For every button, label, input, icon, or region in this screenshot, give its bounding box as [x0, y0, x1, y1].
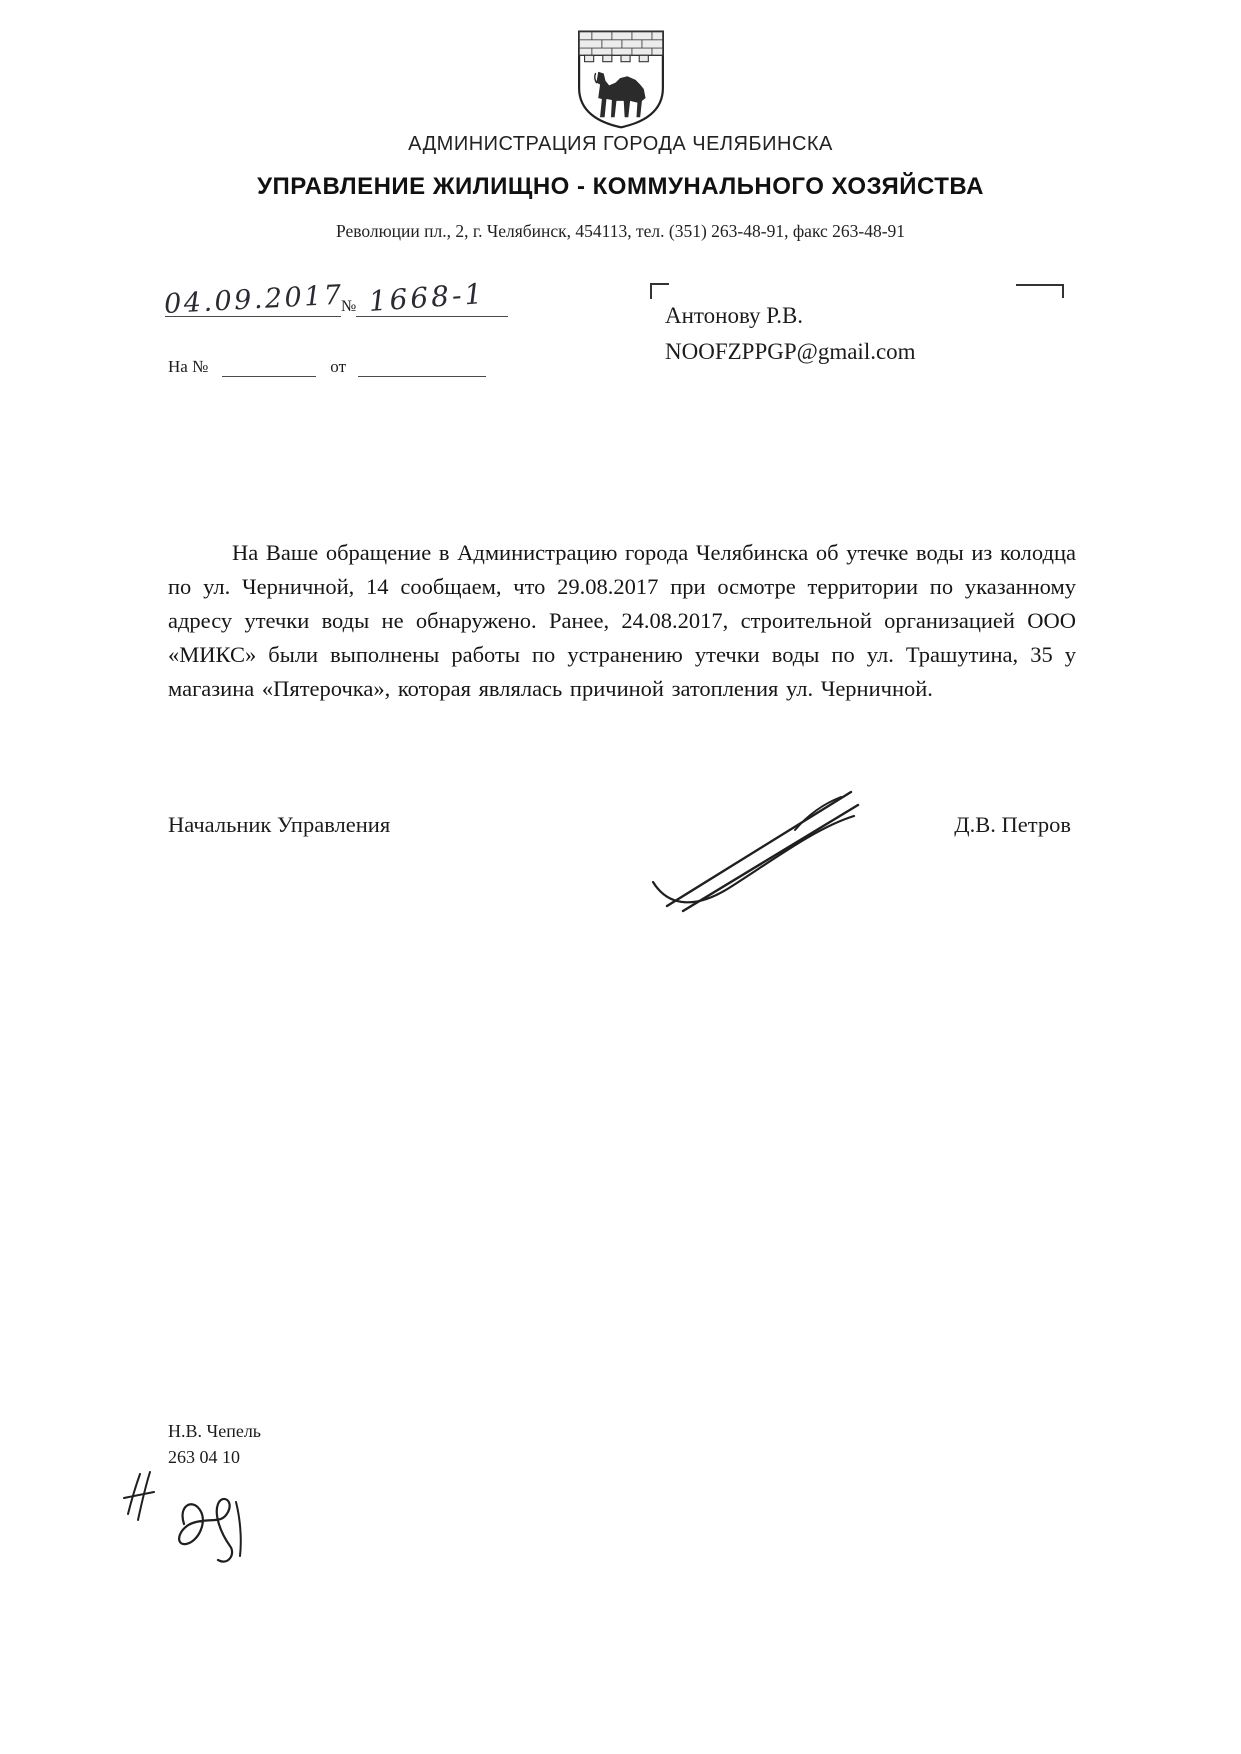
signer-position-title: Начальник Управления	[168, 812, 391, 837]
organization-name: УПРАВЛЕНИЕ ЖИЛИЩНО - КОММУНАЛЬНОГО ХОЗЯЙСТВА	[257, 173, 984, 200]
recipient-email: NOOFZPPGP@gmail.com	[665, 339, 916, 364]
number-sign: №	[341, 298, 357, 315]
administration-line: АДМИНИСТРАЦИЯ ГОРОДА ЧЕЛЯБИНСКА	[408, 133, 833, 155]
number-underline	[356, 276, 508, 318]
outgoing-ref-line	[163, 276, 508, 322]
letter-body-paragraph: На Ваше обращение в Администрацию города Челябинска об утечке воды из колодца по ул. Черничной, 14 сообщаем, что 29.08.2017 при осмотре территории по указанному адресу утечки воды не обнаружено. Ранее, 24.08.2017, строительной организацией ООО «МИКС» были выполнены работы по устранению утечки воды по ул. Трашутина, 35 у магазина «Пятерочка», которая являлась причиной затопления ул. Черничной.	[168, 540, 1076, 701]
executor-name: Н.В. Чепель	[168, 1421, 262, 1441]
handwritten-number: 1668-1	[367, 276, 487, 318]
executor-phone: 263 04 10	[168, 1447, 240, 1467]
recipient-name: Антонову Р.В.	[665, 303, 804, 328]
incoming-ref-line	[168, 352, 486, 377]
from-label: от	[330, 357, 347, 376]
signature-ink	[645, 770, 875, 925]
signer-name: Д.В. Петров	[954, 812, 1071, 837]
recipient-block	[665, 298, 916, 370]
coat-of-arms-icon	[575, 28, 667, 135]
from-date-underline	[358, 352, 486, 377]
reply-number-underline	[222, 352, 316, 377]
address-zone-corner-right-mark	[1016, 284, 1064, 298]
reply-to-label: На №	[168, 357, 209, 376]
date-underline	[163, 279, 345, 320]
footer-handwritten-mark	[118, 1462, 268, 1582]
address-zone-corner-left-mark	[650, 283, 669, 299]
address-contact-line: Революции пл., 2, г. Челябинск, 454113, тел. (351) 263-48-91, факс 263-48-91	[335, 221, 906, 241]
handwritten-date: 04.09.2017	[163, 279, 345, 320]
